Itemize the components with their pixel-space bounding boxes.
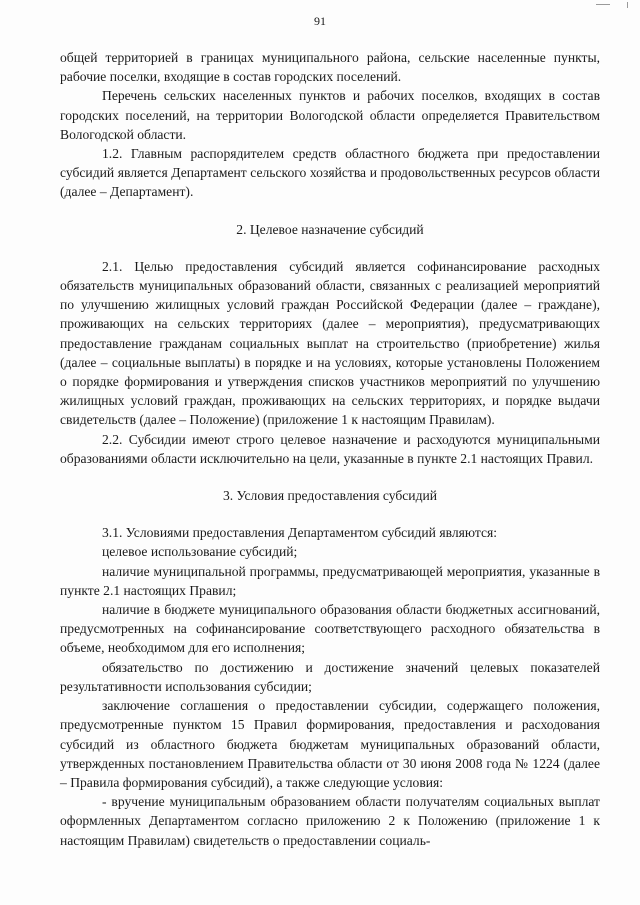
- document-body: [60, 48, 600, 850]
- scan-mark: [596, 4, 610, 5]
- page-number: 91: [314, 14, 326, 28]
- paragraph: 3.1. Условиями предоставления Департаментом субсидий являются:: [102, 525, 498, 541]
- paragraph: обязательство по достижению и достижение значений целевых показателей результативности использования субсидии;: [60, 659, 600, 694]
- section-heading: 2. Целевое назначение субсидий: [236, 221, 424, 237]
- paragraph: наличие в бюджете муниципального образования области бюджетных ассигнований, предусмотренных на софинансирование соответствующего расходного обязательства в объеме, необходимом для его исполнения;: [60, 602, 600, 656]
- section-heading: 3. Условия предоставления субсидий: [222, 488, 438, 504]
- paragraph: 2.1. Целью предоставления субсидий является софинансирование расходных обязательств муниципальных образований области, связанных с реализацией мероприятий по улучшению жилищных условий граждан Российской Федерации (далее – граждане), проживающих на сельских территориях (далее – мероприятия), предусматривающих предоставление гражданам социальных выплат на строительство (приобретение) жилья (далее – социальные выплаты) в порядке и на условиях, которые установлены Положением о порядке формирования и утверждения списков участников мероприятий по улучшению жилищных условий граждан, проживающих на сельских территориях, и порядке выдачи свидетельств (далее – Положение) (приложение 1 к настоящим Правилам).: [60, 258, 600, 428]
- scan-mark: [627, 2, 628, 8]
- paragraph: 2.2. Субсидии имеют строго целевое назначение и расходуются муниципальными образованиями области исключительно на цели, указанные в пункте 2.1 настоящих Правил.: [60, 431, 600, 466]
- paragraph: заключение соглашения о предоставлении субсидии, содержащего положения, предусмотренные пунктом 15 Правил формирования, предоставления и расходования субсидий из областного бюджета бюджетам муниципальных образований области, утвержденных постановлением Правительства области от 30 июня 2008 года № 1224 (далее – Правила формирования субсидий), а также следующие условия:: [60, 698, 600, 790]
- paragraph: общей территорией в границах муниципального района, сельские населенные пункты, рабочие поселки, входящие в состав городских поселений.: [60, 50, 600, 85]
- paragraph: наличие муниципальной программы, предусматривающей мероприятия, указанные в пункте 2.1 настоящих Правил;: [60, 563, 600, 598]
- paragraph: целевое использование субсидий;: [102, 544, 298, 560]
- paragraph: 1.2. Главным распорядителем средств областного бюджета при предоставлении субсидий является Департамент сельского хозяйства и продовольственных ресурсов области (далее – Департамент).: [60, 146, 600, 200]
- paragraph: Перечень сельских населенных пунктов и рабочих поселков, входящих в состав городских поселений, на территории Вологодской области определяется Правительством Вологодской области.: [60, 88, 600, 142]
- paragraph: - вручение муниципальным образованием области получателям социальных выплат оформленных Департаментом согласно приложению 2 к Положению (приложение 1 к настоящим Правилам) свидетельств о предоставлении социаль-: [60, 794, 600, 848]
